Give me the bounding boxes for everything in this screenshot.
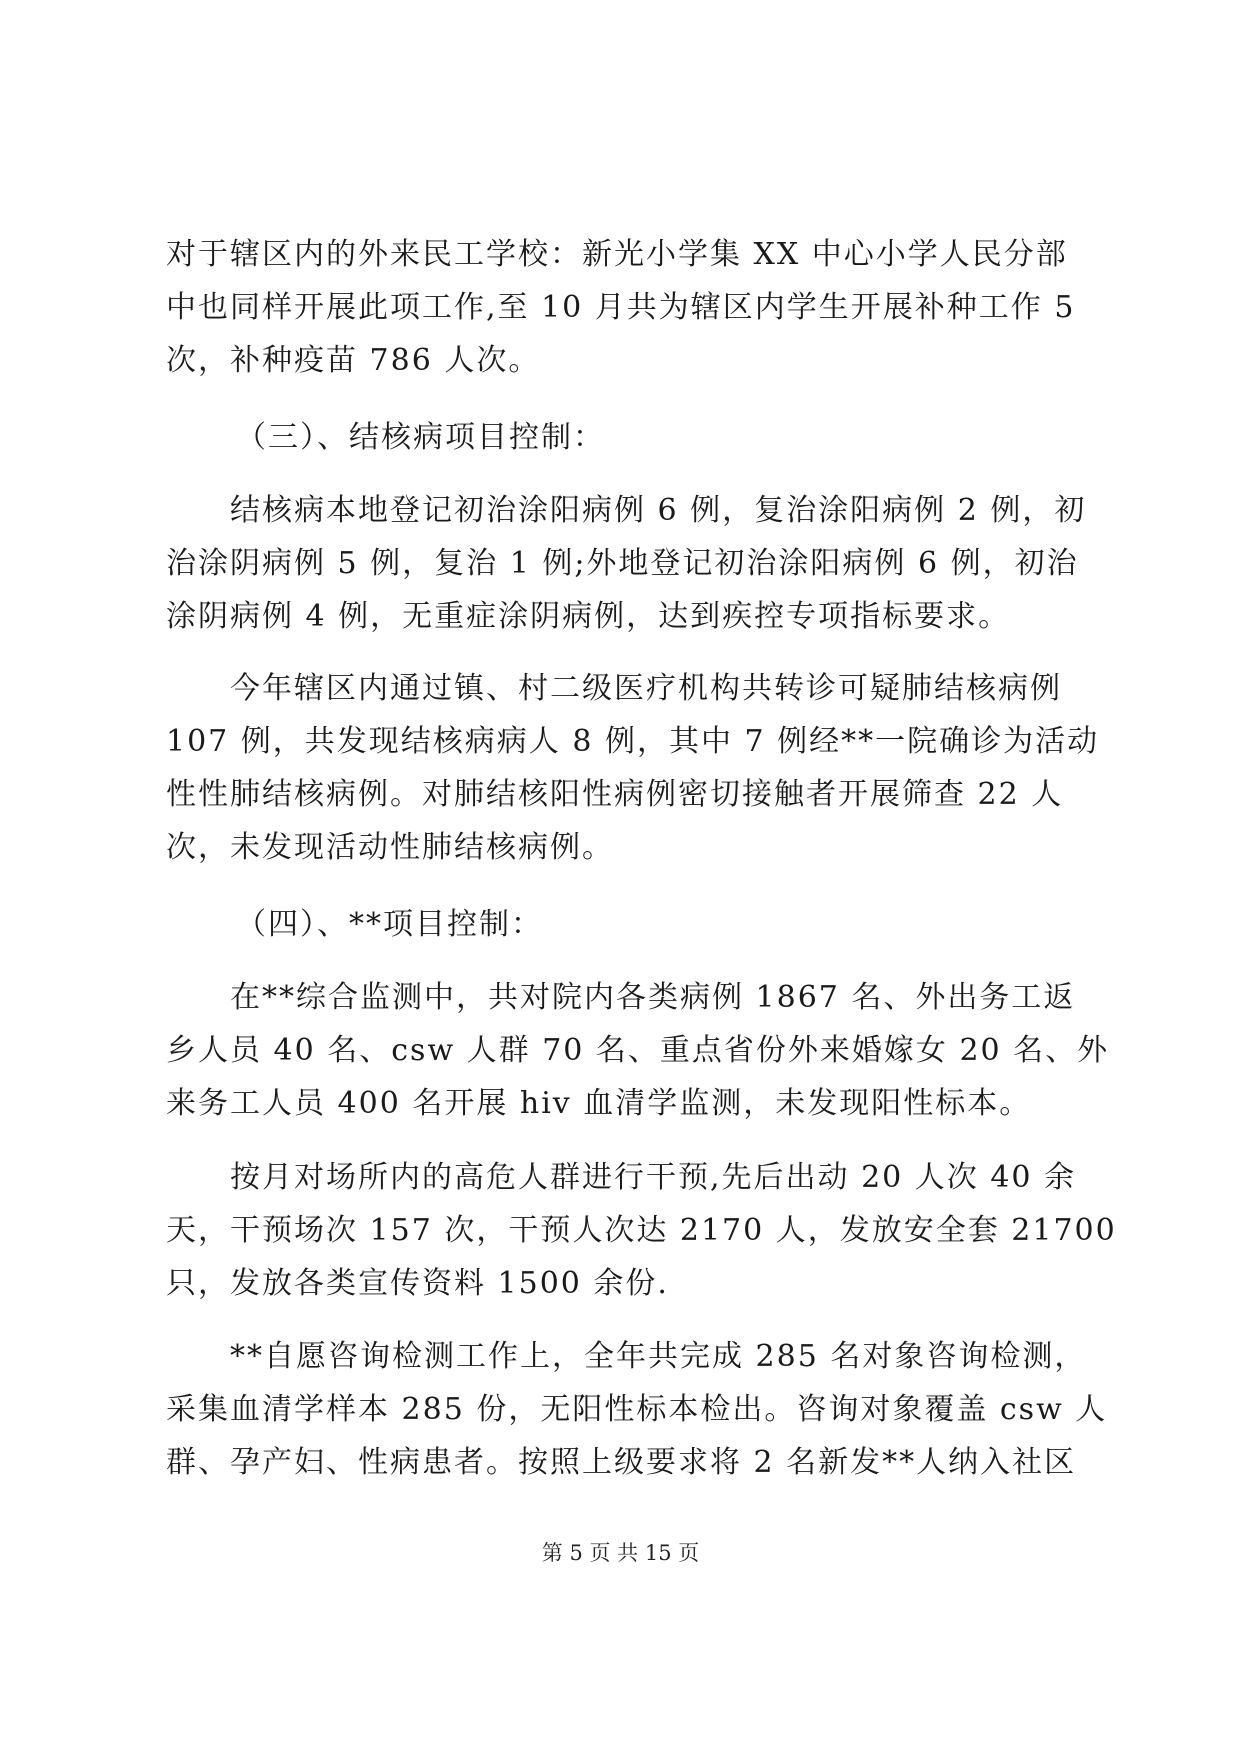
section-heading-3: （三）、结核病项目控制： <box>236 420 605 455</box>
text-line-15: 来务工人员 400 名开展 hiv 血清学监测，未发现阳性标本。 <box>166 1086 1032 1121</box>
text-line-3: 次，补种疫苗 786 人次。 <box>166 343 541 378</box>
text-line-18: 只，发放各类宣传资料 1500 余份. <box>166 1266 669 1301</box>
text-line-14: 乡人员 40 名、csw 人群 70 名、重点省份外来婚嫁女 20 名、外 <box>166 1033 1110 1068</box>
text-line-9: 107 例，共发现结核病病人 8 例，其中 7 例经**一院确诊为活动 <box>166 724 1100 759</box>
text-line-10: 性性肺结核病例。对肺结核阳性病例密切接触者开展筛查 22 人 <box>166 777 1064 812</box>
text-line-11: 次，未发现活动性肺结核病例。 <box>166 830 614 865</box>
page-number-footer: 第 5 页 共 15 页 <box>541 1541 700 1565</box>
text-line-19: **自愿咨询检测工作上，全年共完成 285 名对象咨询检测， <box>230 1339 1087 1374</box>
text-line-16: 按月对场所内的高危人群进行干预,先后出动 20 人次 40 余 <box>230 1160 1077 1195</box>
text-line-5: 结核病本地登记初治涂阳病例 6 例，复治涂阳病例 2 例，初 <box>230 493 1087 528</box>
text-line-17: 天，干预场次 157 次，干预人次达 2170 人，发放安全套 21700 <box>166 1213 1117 1248</box>
text-line-21: 群、孕产妇、性病患者。按照上级要求将 2 名新发**人纳入社区 <box>166 1445 1077 1480</box>
text-line-7: 涂阴病例 4 例，无重症涂阴病例，达到疾控专项指标要求。 <box>166 599 1011 634</box>
text-line-20: 采集血清学样本 285 份，无阳性标本检出。咨询对象覆盖 csw 人 <box>166 1392 1108 1427</box>
text-line-2: 中也同样开展此项工作,至 10 月共为辖区内学生开展补种工作 5 <box>166 290 1076 325</box>
text-line-1: 对于辖区内的外来民工学校：新光小学集 XX 中心小学人民分部 <box>166 237 1068 272</box>
text-line-6: 治涂阴病例 5 例，复治 1 例;外地登记初治涂阳病例 6 例，初治 <box>166 546 1079 581</box>
text-line-8: 今年辖区内通过镇、村二级医疗机构共转诊可疑肺结核病例 <box>230 671 1062 706</box>
text-line-13: 在**综合监测中，共对院内各类病例 1867 名、外出务工返 <box>230 980 1076 1015</box>
section-heading-4: （四）、**项目控制： <box>236 907 543 942</box>
